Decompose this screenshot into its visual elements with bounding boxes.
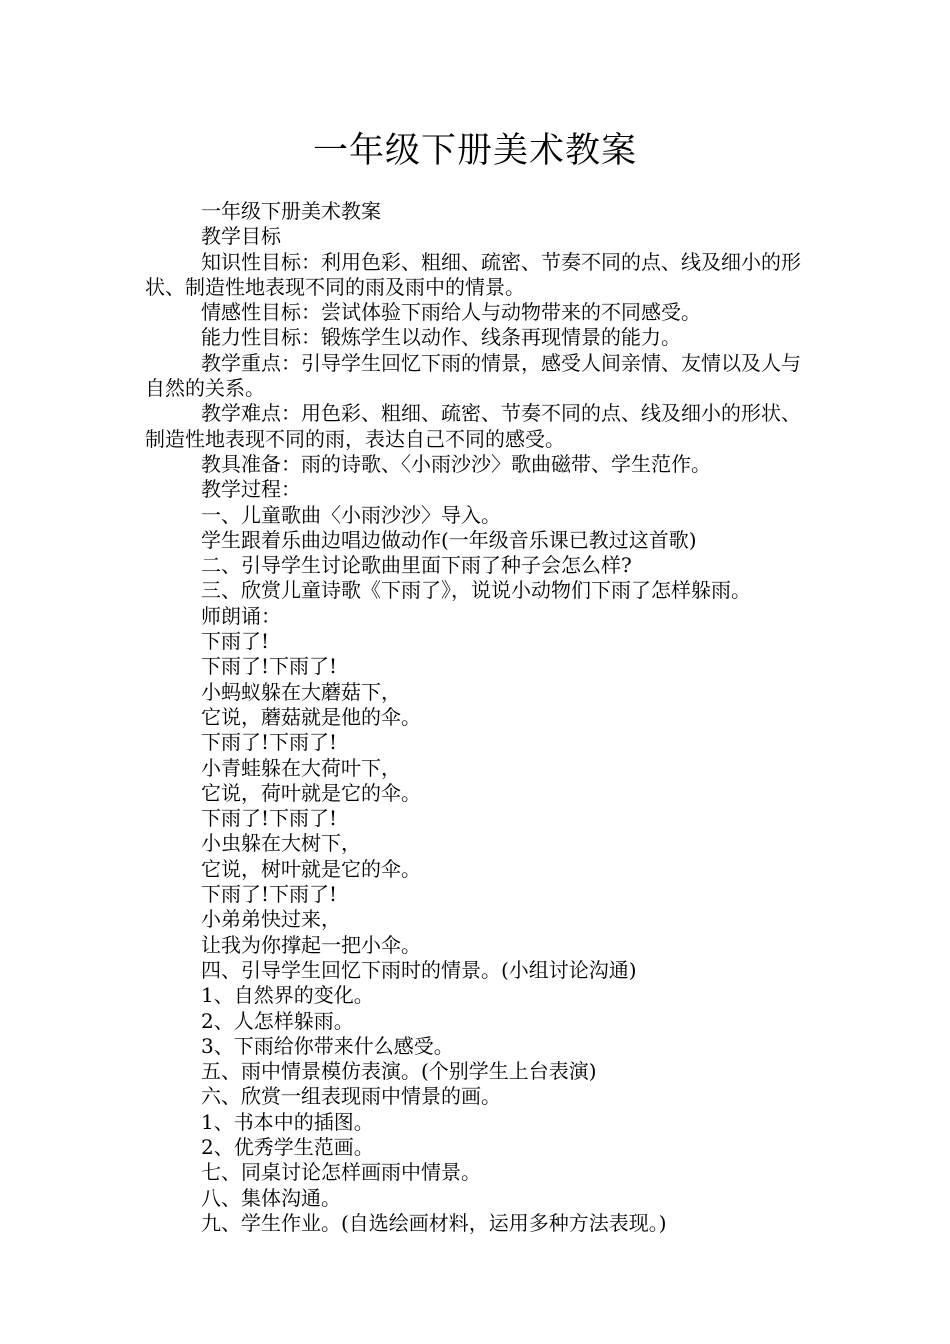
paragraph: 七、同桌讨论怎样画雨中情景。 xyxy=(201,1160,481,1185)
poem-line: 它说，蘑菇就是他的伞。 xyxy=(201,704,421,729)
poem-line: 小蚂蚁躲在大蘑菇下， xyxy=(201,679,401,704)
paragraph: 四、引导学生回忆下雨时的情景。(小组讨论沟通) xyxy=(201,957,637,982)
paragraph: 教学重点：引导学生回忆下雨的情景，感受人间亲情、友情以及人与自然的关系。 xyxy=(145,350,801,401)
paragraph: 情感性目标：尝试体验下雨给人与动物带来的不同感受。 xyxy=(201,300,701,325)
poem-line: 下雨了!下雨了! xyxy=(201,730,338,755)
paragraph: 九、学生作业。(自选绘画材料，运用多种方法表现。) xyxy=(201,1210,667,1235)
poem-line: 下雨了!下雨了! xyxy=(201,806,338,831)
paragraph: 能力性目标：锻炼学生以动作、线条再现情景的能力。 xyxy=(201,325,681,350)
list-item: 2、优秀学生范画。 xyxy=(201,1134,374,1159)
paragraph: 八、集体沟通。 xyxy=(201,1185,341,1210)
poem-line: 它说，树叶就是它的伞。 xyxy=(201,856,421,881)
list-item: 1、自然界的变化。 xyxy=(201,983,374,1008)
document-body xyxy=(145,199,815,1236)
paragraph: 教具准备：雨的诗歌、〈小雨沙沙〉歌曲磁带、学生范作。 xyxy=(201,451,711,476)
list-item: 2、人怎样躲雨。 xyxy=(201,1008,354,1033)
list-item: 3、下雨给你带来什么感受。 xyxy=(201,1033,454,1058)
poem-line: 小弟弟快过来， xyxy=(201,907,341,932)
paragraph: 师朗诵： xyxy=(201,603,281,628)
paragraph: 教学难点：用色彩、粗细、疏密、节奏不同的点、线及细小的形状、制造性地表现不同的雨，表达自己不同的感受。 xyxy=(145,401,801,451)
paragraph: 教学过程： xyxy=(201,477,301,502)
poem-line: 它说，荷叶就是它的伞。 xyxy=(201,780,421,805)
paragraph: 一、儿童歌曲〈小雨沙沙〉导入。 xyxy=(201,502,501,527)
paragraph: 学生跟着乐曲边唱边做动作(一年级音乐课已教过这首歌) xyxy=(201,527,697,552)
poem-line: 小虫躲在大树下， xyxy=(201,831,361,856)
poem-line: 小青蛙躲在大荷叶下， xyxy=(201,755,401,780)
paragraph: 三、欣赏儿童诗歌《下雨了》，说说小动物们下雨了怎样躲雨。 xyxy=(201,578,751,603)
paragraph: 一年级下册美术教案 xyxy=(201,199,381,223)
paragraph: 六、欣赏一组表现雨中情景的画。 xyxy=(201,1084,501,1109)
document-title: 一年级下册美术教案 xyxy=(312,131,637,171)
poem-line: 下雨了! xyxy=(201,629,270,654)
list-item: 1、书本中的插图。 xyxy=(201,1109,374,1134)
poem-line: 下雨了!下雨了! xyxy=(201,654,338,679)
paragraph: 二、引导学生讨论歌曲里面下雨了种子会怎么样? xyxy=(201,553,632,578)
paragraph: 知识性目标：利用色彩、粗细、疏密、节奏不同的点、线及细小的形状、制造性地表现不同的雨及雨中的情景。 xyxy=(145,249,801,299)
poem-line: 下雨了!下雨了! xyxy=(201,882,338,907)
paragraph: 教学目标 xyxy=(201,224,281,249)
paragraph: 五、雨中情景模仿表演。(个别学生上台表演) xyxy=(201,1059,597,1084)
poem-line: 让我为你撑起一把小伞。 xyxy=(201,932,421,957)
